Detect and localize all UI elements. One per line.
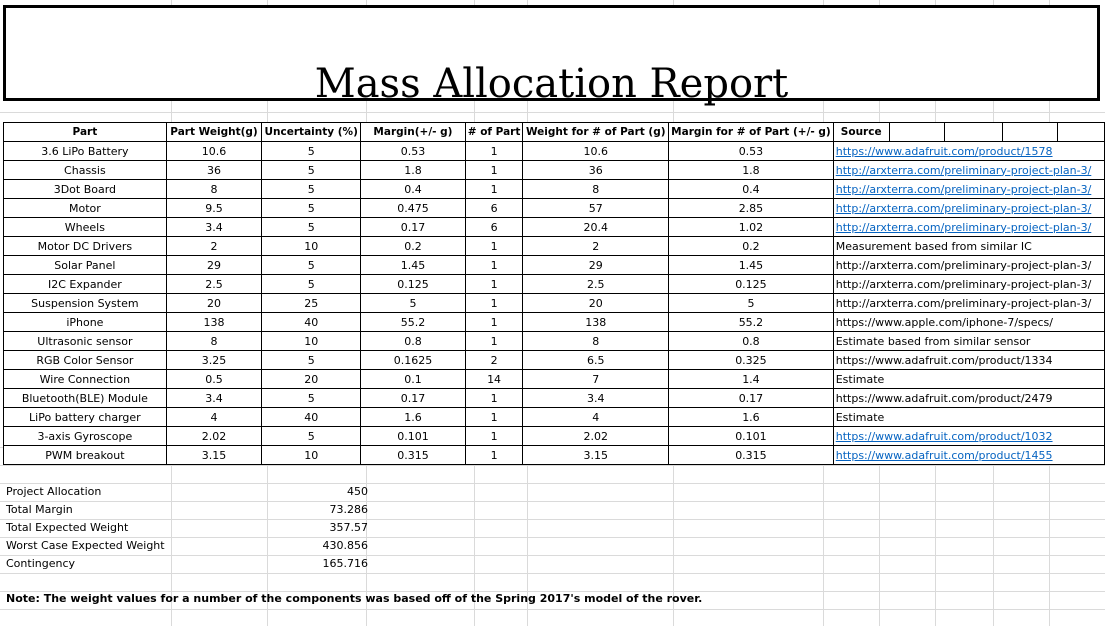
summary-label: Project Allocation (6, 485, 102, 498)
total-margin-cell[interactable]: 0.8 (669, 332, 834, 351)
count-cell[interactable]: 1 (465, 161, 523, 180)
weight-cell[interactable]: 4 (166, 408, 261, 427)
header-empty-cell[interactable] (1058, 123, 1105, 142)
source-cell[interactable] (833, 351, 1104, 370)
total-margin-cell[interactable]: 1.4 (669, 370, 834, 389)
total-margin-cell[interactable]: 1.02 (669, 218, 834, 237)
margin-cell[interactable]: 1.6 (361, 408, 466, 427)
source-text: Measurement based from similar IC (835, 239, 1032, 253)
uncertainty-cell[interactable]: 5 (262, 161, 361, 180)
uncertainty-cell[interactable]: 40 (262, 408, 361, 427)
total-weight-cell[interactable]: 8 (523, 180, 669, 199)
summary-value: 430.856 (322, 539, 368, 552)
source-cell[interactable] (833, 370, 1104, 389)
weight-cell[interactable]: 138 (166, 313, 261, 332)
summary-label: Worst Case Expected Weight (6, 539, 165, 552)
total-margin-cell[interactable]: 1.45 (669, 256, 834, 275)
uncertainty-cell[interactable]: 5 (262, 351, 361, 370)
header-total-margin[interactable]: Margin for # of Part (+/- g) (669, 123, 834, 142)
source-cell[interactable] (833, 427, 1104, 446)
source-link[interactable]: http://arxterra.com/preliminary-project-plan-3/ (835, 220, 1092, 234)
part-cell[interactable]: Wire Connection (4, 370, 167, 389)
total-weight-cell[interactable]: 10.6 (523, 142, 669, 161)
header-margin[interactable]: Margin(+/- g) (361, 123, 466, 142)
count-cell[interactable]: 1 (465, 446, 523, 465)
margin-cell[interactable]: 0.101 (361, 427, 466, 446)
source-cell[interactable] (833, 180, 1104, 199)
uncertainty-cell[interactable]: 5 (262, 180, 361, 199)
summary-label: Contingency (6, 557, 76, 570)
weight-cell[interactable]: 29 (166, 256, 261, 275)
source-cell[interactable] (833, 237, 1104, 256)
source-cell[interactable] (833, 389, 1104, 408)
count-cell[interactable]: 1 (465, 332, 523, 351)
summary-value: 450 (347, 485, 368, 498)
source-text: http://arxterra.com/preliminary-project-plan-3/ (835, 277, 1092, 291)
weight-cell[interactable]: 10.6 (166, 142, 261, 161)
part-cell[interactable]: Bluetooth(BLE) Module (4, 389, 167, 408)
source-cell[interactable] (833, 275, 1104, 294)
table-header-row (4, 123, 1105, 142)
page-title: Mass Allocation Report (314, 61, 789, 107)
summary-label: Total Expected Weight (6, 521, 129, 534)
table-row (4, 389, 1105, 408)
uncertainty-cell[interactable]: 20 (262, 370, 361, 389)
table-row (4, 332, 1105, 351)
weight-cell[interactable]: 20 (166, 294, 261, 313)
total-margin-cell[interactable]: 0.315 (669, 446, 834, 465)
source-cell[interactable] (833, 332, 1104, 351)
total-margin-cell[interactable]: 0.53 (669, 142, 834, 161)
weight-cell[interactable]: 36 (166, 161, 261, 180)
source-cell[interactable] (833, 294, 1104, 313)
source-link[interactable]: http://arxterra.com/preliminary-project-plan-3/ (835, 201, 1092, 215)
mass-allocation-table (3, 122, 1105, 465)
total-weight-cell[interactable]: 4 (523, 408, 669, 427)
header-count[interactable]: # of Part (465, 123, 523, 142)
summary-value: 165.716 (322, 557, 368, 570)
source-cell[interactable] (833, 256, 1104, 275)
header-part[interactable]: Part (4, 123, 167, 142)
count-cell[interactable]: 1 (465, 427, 523, 446)
table-row (4, 351, 1105, 370)
total-weight-cell[interactable]: 138 (523, 313, 669, 332)
count-cell[interactable]: 1 (465, 294, 523, 313)
count-cell[interactable]: 1 (465, 389, 523, 408)
uncertainty-cell[interactable]: 10 (262, 332, 361, 351)
count-cell[interactable]: 1 (465, 237, 523, 256)
count-cell[interactable]: 14 (465, 370, 523, 389)
margin-cell[interactable]: 0.4 (361, 180, 466, 199)
count-cell[interactable]: 1 (465, 142, 523, 161)
weight-cell[interactable]: 2.02 (166, 427, 261, 446)
source-text: https://www.apple.com/iphone-7/specs/ (835, 315, 1053, 329)
weight-cell[interactable]: 3.15 (166, 446, 261, 465)
count-cell[interactable]: 1 (465, 256, 523, 275)
source-link[interactable]: https://www.adafruit.com/product/1455 (835, 448, 1053, 462)
source-text: https://www.adafruit.com/product/1334 (835, 353, 1053, 367)
source-text: https://www.adafruit.com/product/2479 (835, 391, 1053, 405)
uncertainty-cell[interactable]: 5 (262, 218, 361, 237)
total-weight-cell[interactable]: 8 (523, 332, 669, 351)
part-cell[interactable]: Solar Panel (4, 256, 167, 275)
source-link[interactable]: https://www.adafruit.com/product/1032 (835, 429, 1053, 443)
total-weight-cell[interactable]: 57 (523, 199, 669, 218)
part-cell[interactable]: Ultrasonic sensor (4, 332, 167, 351)
total-weight-cell[interactable]: 3.4 (523, 389, 669, 408)
source-text: http://arxterra.com/preliminary-project-plan-3/ (835, 258, 1092, 272)
weight-cell[interactable]: 3.4 (166, 389, 261, 408)
uncertainty-cell[interactable]: 10 (262, 446, 361, 465)
summary-value: 357.57 (329, 521, 368, 534)
grid-line (0, 609, 1105, 610)
margin-cell[interactable]: 0.1 (361, 370, 466, 389)
total-margin-cell[interactable]: 0.2 (669, 237, 834, 256)
total-margin-cell[interactable]: 0.325 (669, 351, 834, 370)
margin-cell[interactable]: 0.8 (361, 332, 466, 351)
part-cell[interactable]: Chassis (4, 161, 167, 180)
count-cell[interactable]: 6 (465, 218, 523, 237)
total-margin-cell[interactable]: 1.6 (669, 408, 834, 427)
uncertainty-cell[interactable]: 5 (262, 199, 361, 218)
header-part-weight[interactable]: Part Weight(g) (166, 123, 261, 142)
total-weight-cell[interactable]: 7 (523, 370, 669, 389)
total-weight-cell[interactable]: 3.15 (523, 446, 669, 465)
part-cell[interactable]: iPhone (4, 313, 167, 332)
table-row (4, 275, 1105, 294)
table-row (4, 313, 1105, 332)
uncertainty-cell[interactable]: 5 (262, 142, 361, 161)
source-cell[interactable] (833, 408, 1104, 427)
table-row (4, 237, 1105, 256)
weight-cell[interactable]: 3.25 (166, 351, 261, 370)
total-margin-cell[interactable]: 1.8 (669, 161, 834, 180)
weight-cell[interactable]: 0.5 (166, 370, 261, 389)
uncertainty-cell[interactable]: 40 (262, 313, 361, 332)
part-cell[interactable]: I2C Expander (4, 275, 167, 294)
summary-row-contingency[interactable] (3, 555, 368, 573)
source-text: Estimate based from similar sensor (835, 334, 1031, 348)
margin-cell[interactable]: 0.17 (361, 218, 466, 237)
header-empty-cell[interactable] (945, 123, 1003, 142)
summary-row-total-margin[interactable] (3, 501, 368, 519)
margin-cell[interactable]: 0.315 (361, 446, 466, 465)
summary-row-total-expected-weight[interactable] (3, 519, 368, 537)
total-margin-cell[interactable]: 2.85 (669, 199, 834, 218)
margin-cell[interactable]: 0.53 (361, 142, 466, 161)
uncertainty-cell[interactable]: 5 (262, 427, 361, 446)
footnote[interactable]: Note: The weight values for a number of the components was based off of the Spring 2017's model of the rover. (6, 592, 703, 605)
source-cell[interactable] (833, 446, 1104, 465)
margin-cell[interactable]: 0.1625 (361, 351, 466, 370)
total-weight-cell[interactable]: 36 (523, 161, 669, 180)
grid-line (0, 465, 1105, 466)
table-row (4, 370, 1105, 389)
total-margin-cell[interactable]: 0.17 (669, 389, 834, 408)
source-cell[interactable] (833, 142, 1104, 161)
summary-section (3, 483, 368, 573)
part-cell[interactable]: LiPo battery charger (4, 408, 167, 427)
margin-cell[interactable]: 0.125 (361, 275, 466, 294)
table-row (4, 142, 1105, 161)
total-margin-cell[interactable]: 5 (669, 294, 834, 313)
source-text: Estimate (835, 410, 885, 424)
source-link[interactable]: http://arxterra.com/preliminary-project-plan-3/ (835, 163, 1092, 177)
total-margin-cell[interactable]: 0.125 (669, 275, 834, 294)
margin-cell[interactable]: 1.45 (361, 256, 466, 275)
part-cell[interactable]: 3-axis Gyroscope (4, 427, 167, 446)
uncertainty-cell[interactable]: 10 (262, 237, 361, 256)
uncertainty-cell[interactable]: 5 (262, 275, 361, 294)
grid-line (0, 112, 1105, 113)
table-row (4, 218, 1105, 237)
total-margin-cell[interactable]: 0.101 (669, 427, 834, 446)
total-weight-cell[interactable]: 20.4 (523, 218, 669, 237)
header-uncertainty[interactable]: Uncertainty (%) (262, 123, 361, 142)
weight-cell[interactable]: 2.5 (166, 275, 261, 294)
source-cell[interactable] (833, 161, 1104, 180)
count-cell[interactable]: 1 (465, 408, 523, 427)
uncertainty-cell[interactable]: 5 (262, 256, 361, 275)
table-row (4, 256, 1105, 275)
table-row (4, 294, 1105, 313)
source-link[interactable]: https://www.adafruit.com/product/1578 (835, 144, 1053, 158)
table-row (4, 408, 1105, 427)
source-cell[interactable] (833, 199, 1104, 218)
part-cell[interactable]: RGB Color Sensor (4, 351, 167, 370)
total-weight-cell[interactable]: 29 (523, 256, 669, 275)
uncertainty-cell[interactable]: 25 (262, 294, 361, 313)
table-row (4, 180, 1105, 199)
total-weight-cell[interactable]: 2.5 (523, 275, 669, 294)
part-cell[interactable]: Motor (4, 199, 167, 218)
source-cell[interactable] (833, 313, 1104, 332)
part-cell[interactable]: Suspension System (4, 294, 167, 313)
count-cell[interactable]: 6 (465, 199, 523, 218)
total-weight-cell[interactable]: 20 (523, 294, 669, 313)
table-row (4, 446, 1105, 465)
margin-cell[interactable]: 0.2 (361, 237, 466, 256)
margin-cell[interactable]: 1.8 (361, 161, 466, 180)
margin-cell[interactable]: 55.2 (361, 313, 466, 332)
table-row (4, 161, 1105, 180)
title-cell[interactable] (3, 5, 1100, 107)
header-total-weight[interactable]: Weight for # of Part (g) (523, 123, 669, 142)
total-margin-cell[interactable]: 55.2 (669, 313, 834, 332)
summary-label: Total Margin (6, 503, 73, 516)
margin-cell[interactable]: 0.475 (361, 199, 466, 218)
summary-row-project-allocation[interactable] (3, 483, 368, 501)
part-cell[interactable]: PWM breakout (4, 446, 167, 465)
summary-row-worst-case-weight[interactable] (3, 537, 368, 555)
source-link[interactable]: http://arxterra.com/preliminary-project-plan-3/ (835, 182, 1092, 196)
total-weight-cell[interactable]: 6.5 (523, 351, 669, 370)
header-empty-cell[interactable] (889, 123, 945, 142)
summary-value: 73.286 (329, 503, 368, 516)
part-cell[interactable]: Motor DC Drivers (4, 237, 167, 256)
count-cell[interactable]: 1 (465, 180, 523, 199)
weight-cell[interactable]: 8 (166, 332, 261, 351)
table-row (4, 199, 1105, 218)
margin-cell[interactable]: 5 (361, 294, 466, 313)
weight-cell[interactable]: 8 (166, 180, 261, 199)
part-cell[interactable]: Wheels (4, 218, 167, 237)
grid-line (0, 573, 1105, 574)
margin-cell[interactable]: 0.17 (361, 389, 466, 408)
source-cell[interactable] (833, 218, 1104, 237)
header-source[interactable]: Source (833, 123, 889, 142)
weight-cell[interactable]: 9.5 (166, 199, 261, 218)
source-text: http://arxterra.com/preliminary-project-plan-3/ (835, 296, 1092, 310)
uncertainty-cell[interactable]: 5 (262, 389, 361, 408)
part-cell[interactable]: 3.6 LiPo Battery (4, 142, 167, 161)
weight-cell[interactable]: 3.4 (166, 218, 261, 237)
count-cell[interactable]: 1 (465, 275, 523, 294)
weight-cell[interactable]: 2 (166, 237, 261, 256)
total-weight-cell[interactable]: 2 (523, 237, 669, 256)
header-empty-cell[interactable] (1002, 123, 1058, 142)
part-cell[interactable]: 3Dot Board (4, 180, 167, 199)
total-margin-cell[interactable]: 0.4 (669, 180, 834, 199)
table-row (4, 427, 1105, 446)
total-weight-cell[interactable]: 2.02 (523, 427, 669, 446)
count-cell[interactable]: 2 (465, 351, 523, 370)
source-text: Estimate (835, 372, 885, 386)
count-cell[interactable]: 1 (465, 313, 523, 332)
table-body (4, 142, 1105, 465)
